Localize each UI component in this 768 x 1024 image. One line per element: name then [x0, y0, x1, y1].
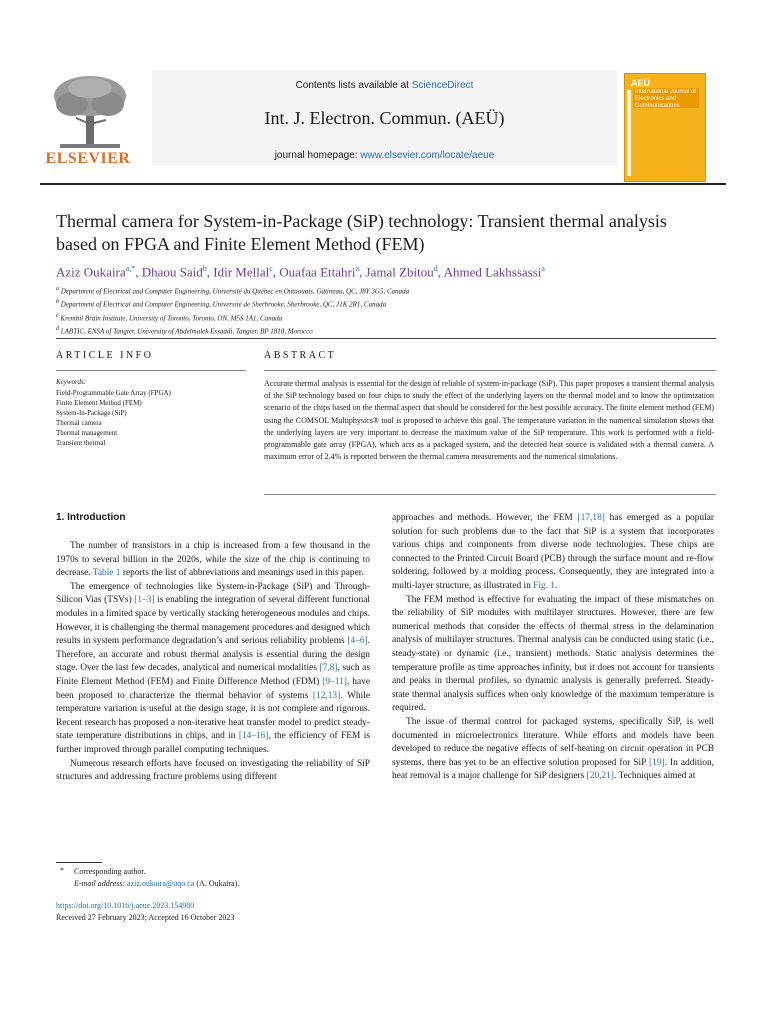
paragraph: approaches and methods. However, the FEM [17,18] has emerged as a popular solution for such problems due to the fact that SiP is a system that incorporates various chips and components from diverse node technologies. These chips are connected to the Printed Circuit Board (PCB) through the surface mount and re-flow soldering, followed by a molding process. Consequently, they are integrated into a multi-layer structure, as illustrated in Fig. 1.	[392, 513, 714, 591]
keyword-item: Transient thermal	[56, 439, 106, 447]
author-affiliation-mark[interactable]: a	[541, 264, 545, 273]
sciencedirect-link[interactable]: ScienceDirect	[411, 80, 474, 91]
affiliation-list	[56, 284, 716, 337]
author-affiliation-mark[interactable]: a,*	[125, 264, 136, 273]
paragraph: The emergence of technologies like System-in-Package (SiP) and Through-Silicon Vias (TSVs) [1–3] is enabling the integration of several different functional modules in a limited space by vertically stacking heterogeneous modules and chips. However, it is challenging the thermal management procedures and designed which results in system performance degradation’s and serious reliability problems [4–6]. Therefore, an accurate and robust thermal analysis is essential during the design stage. Over the last few decades, analytical and numerical modalities [7,8], such as Finite Element Method (FEM) and Finite Difference Method (FDM) [9–11], have been proposed to characterize the thermal behavior of systems [12,13]. While temperature variation is useful at the design stage, it is not complete and rigorous. Recent research has proposed a non-iterative heat transfer model to predict steady-state temperature distributions in chips, and in [14–16], the efficiency of FEM is further improved through parallel computing techniques.	[56, 581, 371, 755]
author-affiliation-mark[interactable]: d	[433, 264, 438, 273]
author-affiliation-mark[interactable]: a	[355, 264, 360, 273]
affiliation-item: $^d$ LABTIC, ENSA of Tangier, University of Abdelmalek Essaadi, Tangier, BP 1818, Morocco	[56, 325, 313, 336]
keyword-item: Field-Programmable Gate Array (FPGA)	[56, 389, 171, 397]
cover-side-strip	[627, 90, 631, 176]
citation-link[interactable]: [12,13]	[312, 690, 341, 701]
footnote-marker: *	[60, 866, 64, 875]
email-suffix: (A. Oukaira).	[194, 879, 240, 888]
journal-homepage-line	[152, 150, 617, 161]
received-dates: Received 27 February 2023; Accepted 16 October 2023	[56, 913, 235, 922]
article-info-heading: ARTICLE INFO	[56, 350, 154, 361]
keyword-item: Thermal management	[56, 429, 118, 437]
figure-1-link[interactable]: Fig. 1	[533, 580, 555, 591]
table-1-link[interactable]: Table 1	[92, 568, 121, 579]
contents-available-line	[152, 80, 617, 91]
publisher-logo-text: ELSEVIER	[45, 150, 131, 167]
footnote-divider	[56, 862, 102, 863]
body-column-right	[392, 512, 714, 784]
elsevier-tree-logo	[50, 74, 130, 150]
author-list: Aziz Oukaira$^{a,*}$, Dhaou Said$^b$, Idir Mellal$^c$, Ouafaa Ettahri$^a$, Jamal Zbitou$^d$, Ahmed Lakhssassi$^a$	[56, 264, 545, 280]
author-name[interactable]: Aziz Oukaira	[56, 264, 126, 280]
paragraph: The issue of thermal control for packaged systems, specifically SiP, is well documented in microelectronics literature. While efforts and models have been developed to reduce the negative effects of self-heating on circuit operation in PCB systems, there has yet to be an effective solution proposed for SiP [19]. In addition, heat removal is a major challenge for SiP designers [20,21]. Techniques aimed at	[392, 716, 714, 782]
author-name[interactable]: Jamal Zbitou	[365, 264, 434, 280]
paragraph: The number of transistors in a chip is increased from a few thousand in the 1970s to several billion in the 2020s, while the size of the chip is continuing to decrease. Table 1 reports the list of abbreviations and meanings used in this paper.	[56, 541, 370, 579]
citation-link[interactable]: [9–11]	[322, 676, 347, 687]
cover-logo-text: AEÜ	[631, 78, 651, 88]
author-name[interactable]: Idir Mellal	[213, 264, 270, 280]
homepage-prefix: journal homepage:	[274, 150, 361, 161]
keyword-list	[56, 388, 246, 448]
citation-link[interactable]: [14–16]	[238, 731, 269, 742]
citation-link[interactable]: [7,8]	[319, 663, 338, 674]
body-column-left	[56, 540, 370, 785]
keyword-item: System-In-Package (SiP)	[56, 409, 127, 417]
title-divider	[56, 338, 716, 339]
affiliation-item: $^c$ Krembil Brain Institute, University of Toronto, Toronto, ON, M5S 1A1, Canada	[56, 312, 283, 322]
journal-cover-thumbnail	[624, 73, 706, 182]
author-name[interactable]: Ouafaa Ettahri	[279, 264, 356, 280]
cover-title-text: International Journal of Electronics and Communications	[633, 88, 699, 108]
header-divider	[40, 183, 726, 185]
author-affiliation-mark[interactable]: b	[202, 264, 207, 273]
abstract-text: Accurate thermal analysis is essential for the design of reliable of system-in-package (SiP). This paper proposes a transient thermal analysis of the SiP technology based on four chips to study the effect of the underlying layers on the thermal model and to know the optimization scenario of the chips based on the thermal aspect that should be considered for the best possible accuracy. The finite element method (FEM) using the COMSOL Multiphysics® tool is proposed to achieve this goal. The temperature variation in the numerical simulation shows that the underlying layers are very important to decrease the maximum value of the SiP temperature. This work is performed with a field-programmable gate array (FPGA), which acts as a packaged system, and the detected heat source is validated with a thermal camera. A maximum error of 2.4% is reported between the thermal camera measurements and the numerical simulations.	[264, 379, 714, 462]
author-affiliation-mark[interactable]: c	[269, 264, 273, 273]
abstract-divider	[264, 370, 716, 371]
citation-link[interactable]: [4–6]	[347, 636, 368, 647]
citation-link[interactable]: [19]	[649, 757, 665, 768]
journal-title: Int. J. Electron. Commun. (AEÜ)	[264, 108, 505, 128]
paragraph: The FEM method is effective for evaluating the impact of these mismatches on the reliability of SiP modules with multilayer structures. However, there are few numerical methods that consider the effects of thermal stress in the delamination analysis of multilayer structures. Thermal analysis can be conducted using static (i.e., steady-state) or dynamic (i.e., transient) methods. Static analysis determines the temperature profile as time approaches infinity, but it does not account for transients and peaks in thermal profiles, so dynamic analysis is generally preferred. Steady-state thermal analysis suffices when only knowledge of the maximum temperature is required.	[392, 594, 714, 714]
contents-prefix: Contents lists available at	[295, 80, 412, 91]
author-name[interactable]: Dhaou Said	[141, 264, 203, 280]
affiliation-item: $^a$ Department of Electrical and Computer Engineering, Université du Québec en Outaouais, Gatineau, QC, J8Y 3G5, Canada	[56, 286, 410, 296]
citation-link[interactable]: [1–3]	[134, 595, 155, 606]
article-title: Thermal camera for System-in-Package (SiP) technology: Transient thermal analysis based on FPGA and Finite Element Method (FEM)	[56, 211, 667, 254]
journal-homepage-link[interactable]: www.elsevier.com/locate/aeue	[360, 150, 495, 161]
keyword-item: Thermal camera	[56, 419, 102, 427]
info-divider	[56, 370, 246, 371]
abstract-heading: ABSTRACT	[264, 350, 337, 361]
author-name[interactable]: Ahmed Lakhssassi	[443, 264, 542, 280]
doi-link[interactable]: https://doi.org/10.1016/j.aeue.2023.154980	[56, 901, 195, 910]
section-heading-introduction: 1. Introduction	[56, 512, 126, 523]
author-email-link[interactable]: aziz.oukaira@uqo.ca	[127, 879, 195, 888]
affiliation-item: $^b$ Department of Electrical and Computer Engineering, Université de Sherbrooke, Sherbrooke, QC, J1K 2R1, Canada	[56, 299, 387, 309]
paragraph: Numerous research efforts have focused on investigating the reliability of SiP structures and addressing fracture problems using different	[56, 758, 370, 783]
email-label: E-mail address:	[74, 879, 126, 888]
email-line	[74, 878, 239, 890]
citation-link[interactable]: [17,18]	[577, 513, 605, 523]
keywords-label: Keywords:	[56, 378, 87, 386]
doi-line	[56, 900, 194, 912]
abstract-bottom-divider	[264, 494, 716, 495]
keyword-item: Finite Element Method (FEM)	[56, 399, 142, 407]
corresponding-author-note: Corresponding author.	[74, 867, 146, 876]
citation-link[interactable]: [20,21]	[586, 771, 614, 782]
